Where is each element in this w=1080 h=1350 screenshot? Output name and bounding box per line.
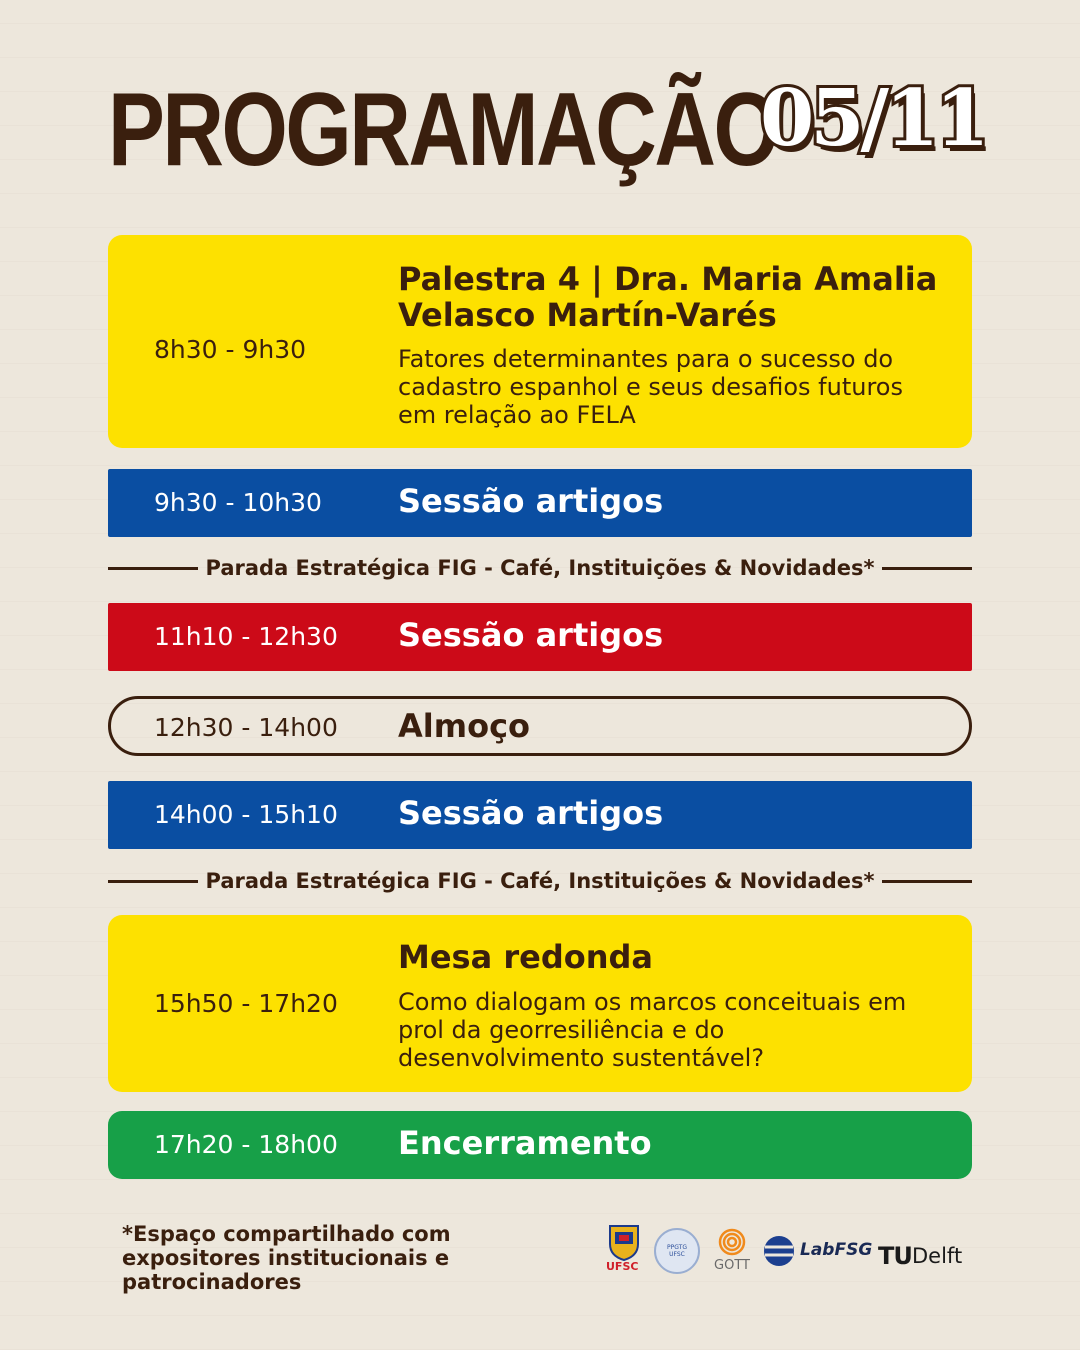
ufsc-text: UFSC bbox=[606, 1260, 639, 1273]
ufsc-crest-icon bbox=[606, 1222, 642, 1262]
break-divider bbox=[108, 866, 972, 896]
schedule-time: 12h30 - 14h00 bbox=[154, 713, 338, 742]
tudelft-logo bbox=[878, 1232, 974, 1272]
schedule-item-sessao-2 bbox=[108, 603, 972, 671]
schedule-item-palestra bbox=[108, 235, 972, 448]
ppgtg-logo bbox=[654, 1228, 700, 1274]
break-divider bbox=[108, 553, 972, 583]
globe-icon bbox=[762, 1234, 796, 1268]
schedule-time: 17h20 - 18h00 bbox=[154, 1130, 338, 1159]
break-label: Parada Estratégica FIG - Café, Instituições & Novidades* bbox=[205, 869, 875, 893]
gott-rings-icon bbox=[710, 1226, 754, 1256]
schedule-time: 8h30 - 9h30 bbox=[154, 335, 307, 364]
schedule-title: Sessão artigos bbox=[398, 482, 664, 520]
schedule-time: 11h10 - 12h30 bbox=[154, 622, 338, 651]
schedule-title: Palestra 4 | Dra. Maria Amalia Velasco Martín-Varés bbox=[398, 260, 938, 334]
schedule-time: 14h00 - 15h10 bbox=[154, 800, 338, 829]
divider-line bbox=[108, 880, 198, 883]
schedule-item-mesa-redonda bbox=[108, 915, 972, 1092]
schedule-item-almoco bbox=[108, 696, 972, 756]
schedule-item-sessao-3 bbox=[108, 781, 972, 849]
page-title: PROGRAMAÇÃO bbox=[108, 72, 778, 188]
divider-line bbox=[882, 880, 972, 883]
footnote: *Espaço compartilhado com expositores institucionais e patrocinadores bbox=[122, 1222, 451, 1294]
ppgtg-text: PPGTG UFSC bbox=[667, 1244, 687, 1258]
break-label: Parada Estratégica FIG - Café, Instituições & Novidades* bbox=[205, 556, 875, 580]
schedule-title: Mesa redonda bbox=[398, 938, 653, 976]
tu-text: TU bbox=[878, 1242, 912, 1270]
schedule-title: Sessão artigos bbox=[398, 794, 664, 832]
schedule-time: 15h50 - 17h20 bbox=[154, 989, 338, 1018]
schedule-item-encerramento bbox=[108, 1111, 972, 1179]
divider-line bbox=[108, 567, 198, 570]
event-date: 05/11 bbox=[760, 73, 986, 164]
schedule-description: Fatores determinantes para o sucesso do cadastro espanhol e seus desafios futuros em relação ao FELA bbox=[398, 345, 903, 429]
schedule-title: Sessão artigos bbox=[398, 616, 664, 654]
schedule-title: Almoço bbox=[398, 707, 531, 745]
labfsg-logo bbox=[762, 1234, 872, 1270]
schedule-time: 9h30 - 10h30 bbox=[154, 488, 322, 517]
gott-text: GOTT bbox=[714, 1258, 750, 1273]
gott-logo bbox=[710, 1226, 754, 1276]
labfsg-text: LabFSG bbox=[800, 1240, 873, 1260]
schedule-item-sessao-1 bbox=[108, 469, 972, 537]
schedule-description: Como dialogam os marcos conceituais em prol da georresiliência e do desenvolvimento sustentável? bbox=[398, 988, 907, 1072]
ufsc-logo bbox=[606, 1222, 642, 1278]
delft-text: Delft bbox=[912, 1244, 963, 1268]
divider-line bbox=[882, 567, 972, 570]
schedule-title: Encerramento bbox=[398, 1124, 652, 1162]
